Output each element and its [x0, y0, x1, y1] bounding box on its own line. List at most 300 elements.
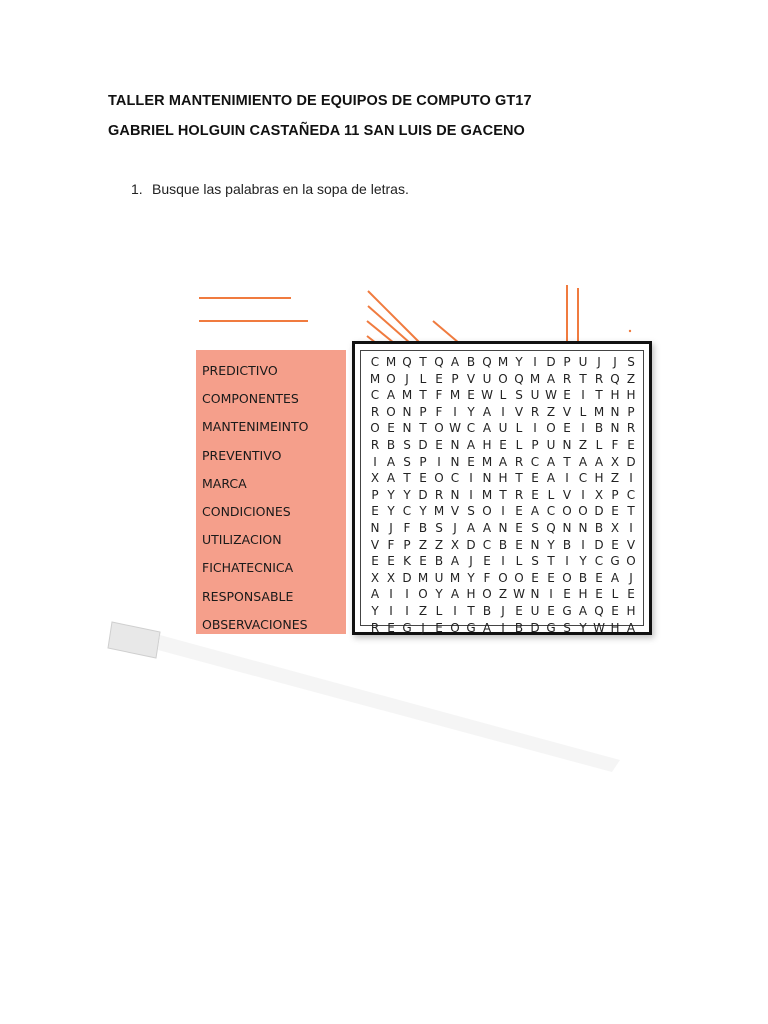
grid-letter: M — [433, 504, 445, 519]
instruction-number: 1. — [131, 181, 143, 197]
grid-letter: Z — [418, 603, 428, 618]
word-list-item: OBSERVACIONES — [202, 616, 308, 632]
grid-letter: P — [371, 487, 379, 502]
word-list-item: PREVENTIVO — [202, 447, 282, 463]
grid-letter: E — [499, 437, 507, 452]
grid-letter: R — [594, 371, 604, 386]
grid-letter: O — [386, 371, 396, 386]
grid-letter: E — [611, 537, 619, 552]
grid-letter: H — [594, 471, 604, 486]
grid-letter: O — [434, 471, 444, 486]
grid-letter: N — [530, 587, 540, 602]
grid-letter: H — [482, 437, 492, 452]
grid-letter: M — [593, 404, 605, 419]
grid-letter: E — [515, 537, 523, 552]
grid-letter: A — [498, 454, 508, 469]
accent-line — [367, 321, 394, 343]
grid-letter: C — [626, 487, 636, 502]
grid-letter: M — [449, 570, 461, 585]
grid-letter: A — [450, 554, 460, 569]
grid-letter: I — [501, 554, 505, 569]
grid-letter: D — [402, 570, 412, 585]
grid-row — [367, 437, 639, 454]
grid-letter: I — [501, 504, 505, 519]
grid-letter: K — [403, 554, 411, 569]
grid-letter: R — [514, 454, 524, 469]
grid-letter: M — [529, 371, 541, 386]
grid-letter: A — [578, 603, 588, 618]
grid-row — [367, 586, 639, 603]
grid-letter: C — [530, 454, 540, 469]
grid-letter: T — [499, 487, 507, 502]
grid-letter: D — [530, 620, 540, 635]
instruction-item — [131, 181, 409, 197]
grid-letter: F — [435, 404, 443, 419]
grid-letter: E — [387, 620, 395, 635]
grid-letter: M — [369, 371, 381, 386]
grid-letter: B — [498, 537, 508, 552]
grid-letter: E — [371, 504, 379, 519]
grid-letter: P — [419, 454, 427, 469]
accent-line — [368, 306, 410, 343]
grid-letter: S — [435, 520, 443, 535]
grid-letter: G — [562, 603, 572, 618]
grid-letter: C — [370, 355, 380, 369]
grid-letter: C — [546, 504, 556, 519]
grid-letter: F — [611, 437, 619, 452]
grid-letter: J — [453, 520, 457, 535]
grid-letter: N — [482, 471, 492, 486]
grid-letter: A — [450, 355, 460, 369]
grid-row — [367, 620, 639, 637]
word-list-item: MANTENIMEINTO — [202, 419, 309, 435]
grid-letter: A — [482, 520, 492, 535]
grid-letter: L — [611, 587, 619, 602]
grid-letter: Q — [434, 355, 444, 369]
grid-row — [367, 404, 639, 421]
grid-letter: O — [498, 570, 508, 585]
grid-letter: A — [546, 371, 556, 386]
accent-line — [433, 321, 459, 343]
grid-letter: E — [467, 454, 475, 469]
grid-letter: Q — [594, 603, 604, 618]
grid-letter: P — [563, 355, 571, 369]
grid-letter: W — [513, 587, 525, 602]
grid-letter: L — [579, 404, 587, 419]
grid-letter: X — [370, 570, 380, 585]
grid-letter: U — [434, 570, 444, 585]
grid-letter: Q — [402, 355, 412, 369]
grid-letter: Q — [546, 520, 556, 535]
grid-letter: D — [418, 437, 428, 452]
grid-letter: J — [405, 371, 409, 386]
grid-letter: R — [562, 371, 572, 386]
grid-row — [367, 487, 639, 504]
grid-letter: X — [594, 487, 604, 502]
grid-letter: M — [481, 487, 493, 502]
grid-letter: I — [469, 471, 473, 486]
grid-letter: O — [578, 504, 588, 519]
grid-letter: N — [610, 404, 620, 419]
grid-letter: E — [419, 554, 427, 569]
word-search-grid — [352, 341, 652, 635]
grid-letter: Z — [626, 371, 636, 386]
grid-letter: Q — [482, 355, 492, 369]
grid-letter: A — [370, 587, 380, 602]
grid-letter: T — [403, 471, 411, 486]
grid-row — [367, 454, 639, 471]
grid-letter: G — [610, 554, 620, 569]
grid-letter: T — [419, 355, 427, 369]
grid-letter: X — [450, 537, 460, 552]
grid-letter: E — [387, 554, 395, 569]
grid-letter: O — [562, 570, 572, 585]
grid-row — [367, 603, 639, 620]
grid-letter: I — [533, 421, 537, 436]
grid-letter: A — [546, 454, 556, 469]
grid-letter: N — [498, 520, 508, 535]
grid-letter: I — [533, 355, 537, 369]
grid-letter: Y — [467, 570, 475, 585]
word-list-item: UTILIZACION — [202, 532, 282, 548]
grid-letter: M — [401, 388, 413, 403]
grid-letter: S — [403, 437, 411, 452]
grid-letter: T — [547, 554, 555, 569]
grid-letter: B — [594, 520, 604, 535]
grid-letter: B — [578, 570, 588, 585]
grid-letter: L — [499, 388, 507, 403]
grid-letter: E — [531, 487, 539, 502]
grid-letter: Y — [419, 504, 427, 519]
grid-letter: A — [482, 421, 492, 436]
grid-letter: A — [610, 570, 620, 585]
grid-letter: B — [434, 554, 444, 569]
grid-letter: I — [405, 587, 409, 602]
grid-letter: R — [514, 487, 524, 502]
grid-letter: A — [578, 454, 588, 469]
grid-letter: Z — [578, 437, 588, 452]
grid-row — [367, 503, 639, 520]
grid-letter: I — [565, 554, 569, 569]
grid-letter: L — [435, 603, 443, 618]
grid-letter: E — [435, 371, 443, 386]
grid-letter: T — [467, 603, 475, 618]
grid-letter: I — [453, 603, 457, 618]
grid-letter: T — [595, 388, 603, 403]
grid-letter: J — [389, 520, 393, 535]
grid-letter: P — [403, 537, 411, 552]
grid-letter: O — [498, 371, 508, 386]
grid-letter: F — [403, 520, 411, 535]
grid-letter: H — [626, 388, 636, 403]
grid-letter: V — [514, 404, 524, 419]
grid-letter: A — [386, 388, 396, 403]
grid-letter: G — [546, 620, 556, 635]
grid-letter: T — [515, 471, 523, 486]
grid-letter: Y — [387, 487, 395, 502]
grid-letter: O — [562, 504, 572, 519]
grid-letter: S — [515, 388, 523, 403]
grid-letter: P — [627, 404, 635, 419]
grid-letter: C — [594, 554, 604, 569]
grid-letter: V — [562, 404, 572, 419]
grid-letter: I — [389, 603, 393, 618]
student-name-line: GABRIEL HOLGUIN CASTAÑEDA 11 SAN LUIS DE GACENO — [108, 123, 525, 139]
grid-letter: R — [434, 487, 444, 502]
grid-letter: R — [626, 421, 636, 436]
grid-letter: S — [531, 554, 539, 569]
grid-letter: F — [387, 537, 395, 552]
grid-letter: I — [501, 404, 505, 419]
grid-row — [367, 470, 639, 487]
grid-letter: N — [450, 437, 460, 452]
grid-letter: L — [595, 437, 603, 452]
grid-letter: O — [626, 554, 636, 569]
grid-row — [367, 354, 639, 371]
grid-letter: R — [370, 404, 380, 419]
grid-letter: I — [469, 487, 473, 502]
grid-letter: U — [546, 437, 556, 452]
grid-letter: I — [549, 587, 553, 602]
grid-letter: N — [450, 487, 460, 502]
grid-letter: J — [597, 355, 601, 369]
grid-row — [367, 371, 639, 388]
grid-letter: C — [482, 537, 492, 552]
grid-letter: I — [437, 454, 441, 469]
grid-letter: A — [466, 520, 476, 535]
grid-letter: A — [546, 471, 556, 486]
grid-letter: F — [435, 388, 443, 403]
grid-letter: E — [563, 421, 571, 436]
grid-letter: S — [563, 620, 571, 635]
grid-letter: J — [469, 554, 473, 569]
grid-letter: P — [531, 437, 539, 452]
grid-letter: Z — [418, 537, 428, 552]
grid-letter: O — [450, 620, 460, 635]
grid-letter: J — [613, 355, 617, 369]
grid-letter: I — [389, 587, 393, 602]
grid-letter: I — [629, 520, 633, 535]
grid-letter: M — [417, 570, 429, 585]
grid-letter: X — [610, 520, 620, 535]
grid-letter: O — [482, 587, 492, 602]
grid-letter: V — [562, 487, 572, 502]
grid-letter: S — [531, 520, 539, 535]
grid-letter: Q — [514, 371, 524, 386]
grid-letter: Z — [498, 587, 508, 602]
grid-letter: B — [386, 437, 396, 452]
grid-letter: Q — [610, 371, 620, 386]
grid-letter: G — [466, 620, 476, 635]
grid-letter: N — [578, 520, 588, 535]
grid-letter: D — [466, 537, 476, 552]
accent-dot — [629, 330, 631, 332]
grid-letter: E — [611, 504, 619, 519]
grid-letter: D — [626, 454, 636, 469]
grid-letter: B — [466, 355, 476, 369]
grid-letter: D — [418, 487, 428, 502]
accent-line — [368, 291, 420, 343]
word-list-item: RESPONSABLE — [202, 588, 294, 604]
grid-letter: V — [626, 537, 636, 552]
grid-letter: H — [610, 388, 620, 403]
grid-letter: H — [578, 587, 588, 602]
grid-row — [367, 570, 639, 587]
grid-row — [367, 537, 639, 554]
grid-letter: I — [501, 620, 505, 635]
grid-letter: C — [466, 421, 476, 436]
grid-letter: O — [546, 421, 556, 436]
grid-letter: X — [610, 454, 620, 469]
grid-inner-frame — [360, 350, 644, 635]
paper-shadow — [158, 635, 620, 772]
grid-letter: E — [435, 620, 443, 635]
grid-letter: Z — [546, 404, 556, 419]
grid-letter: E — [611, 603, 619, 618]
grid-letter: T — [579, 371, 587, 386]
grid-letter: C — [370, 388, 380, 403]
grid-letter: E — [387, 421, 395, 436]
grid-letter: B — [418, 520, 428, 535]
grid-letter: E — [531, 471, 539, 486]
grid-letter: E — [435, 437, 443, 452]
grid-letter: U — [530, 603, 540, 618]
grid-letter: O — [514, 570, 524, 585]
word-list-item: PREDICTIVO — [202, 363, 278, 378]
word-list-panel — [196, 350, 346, 634]
grid-letter: O — [418, 587, 428, 602]
grid-letter: I — [581, 537, 585, 552]
grid-letter: A — [482, 404, 492, 419]
grid-letter: M — [497, 355, 509, 369]
grid-letter: Y — [515, 355, 523, 369]
grid-letter: M — [481, 454, 493, 469]
grid-letter: Y — [403, 487, 411, 502]
grid-letter: E — [563, 388, 571, 403]
grid-letter: I — [565, 471, 569, 486]
grid-letter: A — [386, 454, 396, 469]
grid-letter: R — [370, 437, 380, 452]
grid-letter: E — [547, 570, 555, 585]
grid-letter: A — [626, 620, 636, 635]
grid-letter: J — [501, 603, 505, 618]
grid-letter: O — [482, 504, 492, 519]
grid-letter: L — [515, 421, 523, 436]
word-list-item: FICHATECNICA — [202, 560, 294, 576]
grid-letter: J — [421, 620, 425, 635]
grid-letter: E — [547, 603, 555, 618]
grid-letter: L — [547, 487, 555, 502]
grid-letter: N — [370, 520, 380, 535]
grid-row — [367, 553, 639, 570]
grid-letter: U — [530, 388, 540, 403]
grid-letter: H — [610, 620, 620, 635]
grid-letter: P — [611, 487, 619, 502]
grid-letter: N — [562, 520, 572, 535]
grid-letter: V — [370, 537, 380, 552]
grid-letter: B — [482, 603, 492, 618]
tape-strip — [108, 622, 160, 658]
grid-letter: I — [581, 388, 585, 403]
grid-letter: E — [595, 570, 603, 585]
grid-letter: S — [403, 454, 411, 469]
grid-row — [367, 387, 639, 404]
grid-letter: D — [546, 355, 556, 369]
grid-letter: H — [498, 471, 508, 486]
grid-letter: E — [419, 471, 427, 486]
grid-letter: H — [626, 603, 636, 618]
grid-letter: B — [594, 421, 604, 436]
grid-letter: Z — [434, 537, 444, 552]
grid-letter: I — [581, 487, 585, 502]
grid-letter: M — [449, 388, 461, 403]
grid-letter: F — [483, 570, 491, 585]
grid-letter: S — [627, 355, 635, 369]
grid-letter: P — [419, 404, 427, 419]
document-title: TALLER MANTENIMIENTO DE EQUIPOS DE COMPUTO GT17 — [108, 93, 532, 109]
grid-row — [367, 520, 639, 537]
grid-letter: Z — [610, 471, 620, 486]
grid-letter: D — [594, 537, 604, 552]
grid-letter: U — [578, 355, 588, 369]
grid-letter: Y — [387, 504, 395, 519]
word-list-item: CONDICIONES — [202, 503, 291, 519]
grid-letter: N — [402, 421, 412, 436]
grid-letter: N — [530, 537, 540, 552]
grid-letter: R — [370, 620, 380, 635]
grid-letter: B — [562, 537, 572, 552]
grid-letter: B — [514, 620, 524, 635]
grid-letter: E — [531, 570, 539, 585]
grid-letter: E — [627, 587, 635, 602]
grid-letter: O — [434, 421, 444, 436]
grid-letter: T — [419, 388, 427, 403]
grid-letter: I — [581, 421, 585, 436]
grid-letter: L — [419, 371, 427, 386]
grid-letter: Y — [371, 603, 379, 618]
grid-row — [367, 420, 639, 437]
grid-letter: T — [627, 504, 635, 519]
grid-letter: W — [545, 388, 557, 403]
grid-letter: U — [498, 421, 508, 436]
grid-letter: U — [482, 371, 492, 386]
grid-letter: A — [530, 504, 540, 519]
grid-letter: A — [594, 454, 604, 469]
grid-letter: G — [402, 620, 412, 635]
grid-letter: X — [370, 471, 380, 486]
grid-letter: C — [578, 471, 588, 486]
instruction-text: Busque las palabras en la sopa de letras. — [152, 181, 409, 197]
grid-letter: E — [467, 388, 475, 403]
grid-letter: X — [386, 570, 396, 585]
grid-letter: T — [419, 421, 427, 436]
grid-letter: W — [481, 388, 493, 403]
grid-letter: T — [563, 454, 571, 469]
grid-letter: H — [466, 587, 476, 602]
grid-letter: L — [515, 554, 523, 569]
grid-letter: D — [594, 504, 604, 519]
grid-letter: N — [402, 404, 412, 419]
grid-letter: R — [530, 404, 540, 419]
grid-letter: Y — [579, 554, 587, 569]
grid-letter: N — [562, 437, 572, 452]
grid-letter: E — [371, 554, 379, 569]
grid-letter: O — [386, 404, 396, 419]
grid-letter: W — [593, 620, 605, 635]
grid-letter: C — [450, 471, 460, 486]
grid-letter: E — [515, 603, 523, 618]
grid-letter: C — [402, 504, 412, 519]
